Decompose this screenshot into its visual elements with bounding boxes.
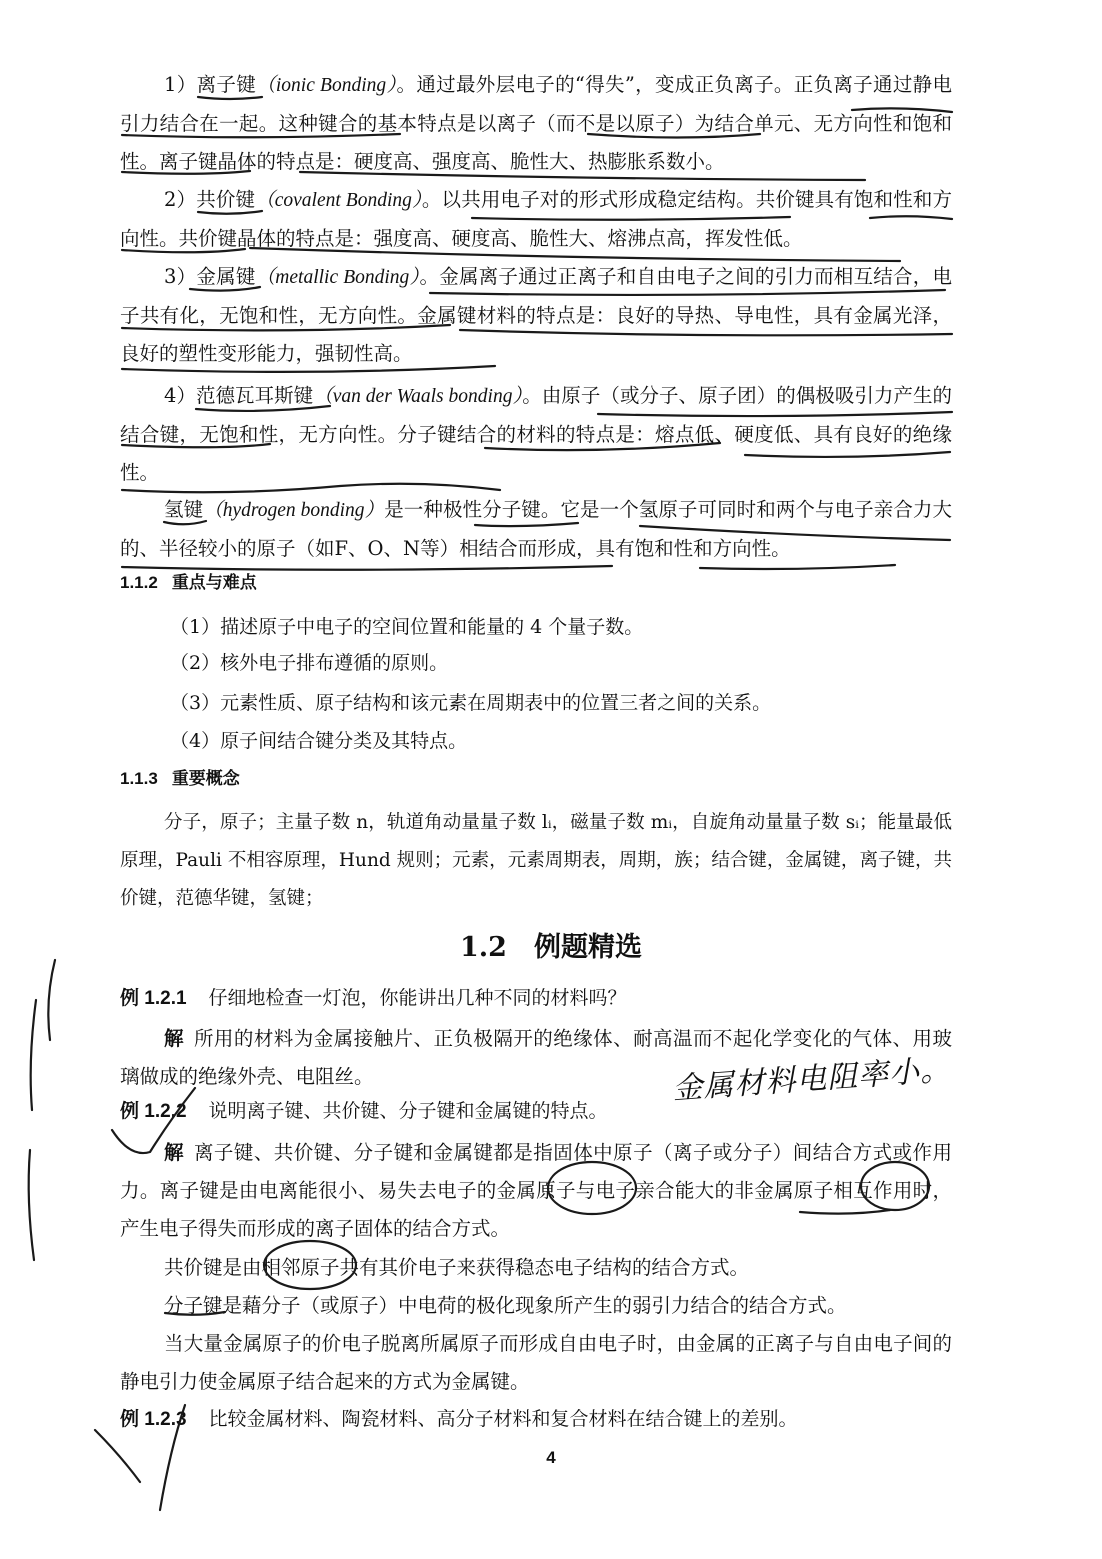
section-heading-examples: 1.2 例题精选 bbox=[460, 932, 642, 963]
margin-stroke bbox=[31, 1000, 36, 1110]
paragraph-text: 是一种极性分子键。它是一个氢原子可同时和两个与电子亲合力大的、半径较小的原子（如F、O、N等）相结合而形成，具有饱和性和方向性。 bbox=[120, 498, 952, 560]
margin-stroke bbox=[48, 960, 55, 1040]
paragraph-ionic-bonding bbox=[120, 66, 952, 181]
term-metallic-bond: 金属键 bbox=[196, 265, 256, 288]
example-1-2-2 bbox=[120, 1096, 952, 1127]
item-number: 4） bbox=[164, 384, 196, 407]
heading-key-points bbox=[120, 570, 257, 596]
list-item: （2）核外电子排布遵循的原则。 bbox=[170, 652, 449, 674]
paragraph-vdw-bonding bbox=[120, 377, 952, 492]
paragraph-text: 。以共用电子对的形式形成稳定结构。共价键具有饱和性和方向性。共价键晶体的特点是：强度高、硬度高、脆性大、熔沸点高，挥发性低。 bbox=[120, 188, 952, 250]
paragraph-text: 。通过最外层电子的“得失”，变成正负离子。正负离子通过静电引力结合在一起。这种键合的基本特点是以离子（而不是以原子）为结合单元、无方向性和饱和性。离子键晶体的特点是：硬度高、强度高、脆性大、热膨胀系数小。 bbox=[120, 73, 952, 173]
term-covalent-bond: 共价键 bbox=[196, 188, 256, 211]
term-latin: （ionic Bonding） bbox=[256, 75, 397, 96]
item-number: 3） bbox=[164, 265, 197, 288]
example-label: 例 1.2.2 bbox=[120, 1101, 187, 1122]
section-title: 重要概念 bbox=[171, 769, 240, 789]
heading-important-concepts bbox=[120, 766, 240, 792]
example-1-2-2-answer bbox=[120, 1134, 952, 1248]
paragraph-concepts: 分子，原子；主量子数 n，轨道角动量量子数 lᵢ，磁量子数 mᵢ，自旋角动量量子数 sᵢ；能量最低原理，Pauli 不相容原理，Hund 规则；元素，元素周期表，周期，族；结合键，金属键，离子键，共价键，范德华键，氢键； bbox=[120, 812, 952, 909]
answer-molecular: 分子键是藉分子（或原子）中电荷的极化现象所产生的弱引力结合的结合方式。 bbox=[164, 1294, 847, 1317]
section-number: 1.1.2 bbox=[120, 573, 158, 592]
section-number: 1.1.3 bbox=[120, 769, 158, 788]
example-label: 例 1.2.3 bbox=[120, 1409, 187, 1430]
term-hydrogen-bond: 氢键 bbox=[164, 498, 204, 521]
item-number: 1） bbox=[164, 73, 197, 96]
list-item: （3）元素性质、原子结构和该元素在周期表中的位置三者之间的关系。 bbox=[170, 692, 772, 714]
answer-text: 所用的材料为金属接触片、正负极隔开的绝缘体、耐高温而不起化学变化的气体、用玻璃做成的绝缘外壳、电阻丝。 bbox=[120, 1027, 952, 1088]
term-latin: （covalent Bonding） bbox=[255, 190, 422, 211]
term-latin: （hydrogen bonding） bbox=[203, 500, 385, 521]
example-question: 仔细地检查一灯泡，你能讲出几种不同的材料吗？ bbox=[208, 987, 627, 1009]
item-number: 2） bbox=[164, 188, 197, 211]
paragraph-hydrogen-bonding bbox=[120, 491, 952, 568]
answer-covalent: 共价键是由相邻原子共有其价电子来获得稳态电子结构的结合方式。 bbox=[164, 1256, 750, 1279]
example-question: 说明离子键、共价键、分子键和金属键的特点。 bbox=[208, 1100, 608, 1122]
answer-metallic: 当大量金属原子的价电子脱离所属原子而形成自由电子时，由金属的正离子与自由电子间的静电引力使金属原子结合起来的方式为金属键。 bbox=[120, 1332, 952, 1393]
term-vdw-bond: 范德瓦耳斯键 bbox=[195, 384, 314, 407]
term-latin: （van der Waals bonding） bbox=[313, 386, 523, 407]
example-label: 例 1.2.1 bbox=[120, 988, 187, 1009]
term-latin: （metallic Bonding） bbox=[255, 267, 420, 288]
list-item: （1）描述原子中电子的空间位置和能量的 4 个量子数。 bbox=[170, 616, 644, 638]
page-number: 4 bbox=[546, 1448, 556, 1467]
solution-label: 解 bbox=[164, 1141, 184, 1164]
example-1-2-3 bbox=[120, 1404, 952, 1435]
list-item: （4）原子间结合键分类及其特点。 bbox=[170, 730, 468, 752]
paragraph-text: 。金属离子通过正离子和自由电子之间的引力而相互结合，电子共有化，无饱和性，无方向性。金属键材料的特点是：良好的导热、导电性，具有金属光泽，良好的塑性变形能力，强韧性高。 bbox=[120, 265, 952, 365]
example-1-2-1 bbox=[120, 983, 952, 1014]
section-title: 重点与难点 bbox=[171, 573, 257, 593]
paragraph-covalent-bonding bbox=[120, 181, 952, 258]
example-question: 比较金属材料、陶瓷材料、高分子材料和复合材料在结合键上的差别。 bbox=[208, 1408, 798, 1430]
handwritten-note: 金属材料电阻率小。 bbox=[671, 1052, 953, 1107]
paragraph-metallic-bonding bbox=[120, 258, 952, 373]
answer-text: 离子键、共价键、分子键和金属键都是指固体中原子（离子或分子）间结合方式或作用力。离子键是由电离能很小、易失去电子的金属原子与电子亲合能大的非金属原子相互作用时，产生电子得失而形成的离子固体的结合方式。 bbox=[120, 1141, 952, 1240]
paragraph-text: 。由原子（或分子、原子团）的偶极吸引力产生的结合键，无饱和性，无方向性。分子键结合的材料的特点是：熔点低、硬度低、具有良好的绝缘性。 bbox=[120, 384, 952, 484]
term-ionic-bond: 离子键 bbox=[196, 73, 257, 96]
solution-label: 解 bbox=[164, 1027, 184, 1050]
margin-stroke bbox=[29, 1150, 34, 1260]
